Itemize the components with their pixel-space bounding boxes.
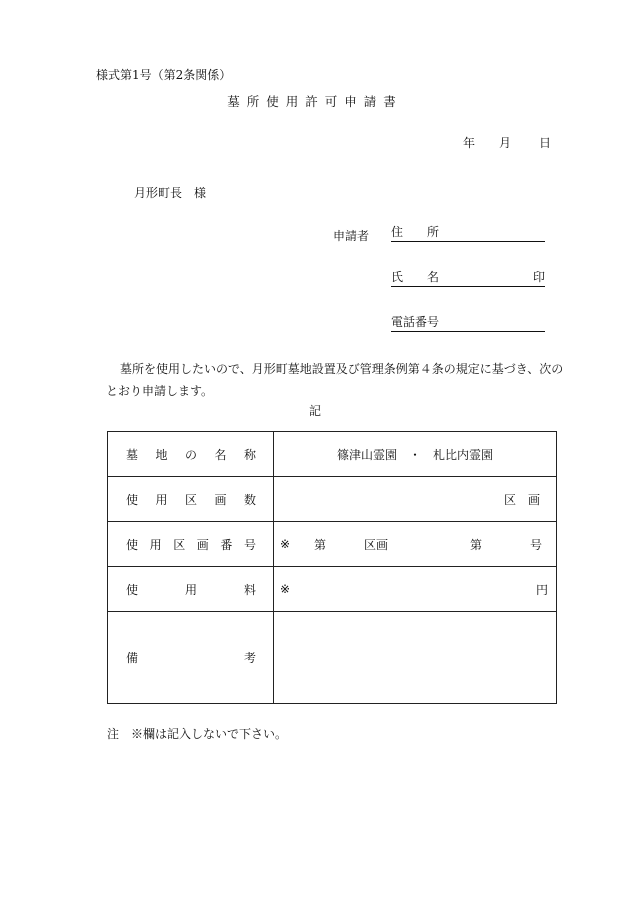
document-title: 墓所使用許可申請書 xyxy=(227,94,403,109)
cemetery-name-header: 墓 地 の 名 称 xyxy=(108,432,274,477)
address-field[interactable] xyxy=(391,224,545,242)
plot-count-value[interactable]: 区 画 xyxy=(274,477,557,522)
plot-number-value[interactable]: ※ 第 区画 第 号 xyxy=(274,522,557,567)
plot-count-header: 使 用 区 画 数 xyxy=(108,477,274,522)
applicant-label: 申請者 xyxy=(333,229,370,243)
date-day: 日 xyxy=(539,136,552,150)
table-row xyxy=(108,612,557,704)
footnote: 注 ※欄は記入しないで下さい。 xyxy=(107,727,288,741)
remarks-header: 備 考 xyxy=(108,612,274,704)
ki-heading: 記 xyxy=(308,404,321,418)
remarks-value[interactable] xyxy=(274,612,557,704)
application-table xyxy=(107,431,557,704)
phone-label: 電話番号 xyxy=(391,315,440,329)
name-label: 氏 名 xyxy=(391,270,440,284)
office-use-mark: ※ xyxy=(280,582,291,596)
usage-fee-value[interactable]: ※ 円 xyxy=(274,567,557,612)
form-number: 様式第1号（第2条関係） xyxy=(96,68,232,82)
table-row xyxy=(108,432,557,477)
usage-fee-header: 使 用 料 xyxy=(108,567,274,612)
address-label: 住 所 xyxy=(391,225,440,239)
office-use-mark: ※ xyxy=(280,537,291,551)
addressee: 月形町長 様 xyxy=(134,186,207,200)
phone-field[interactable] xyxy=(391,314,545,332)
application-statement: 墓所を使用したいので、月形町墓地設置及び管理条例第４条の規定に基づき、次のとおり申請します。 xyxy=(106,362,564,398)
cemetery-name-value[interactable]: 篠津山霊園 ・ 札比内霊園 xyxy=(274,432,557,477)
table-row xyxy=(108,522,557,567)
date-line xyxy=(463,134,551,151)
seal-mark: 印 xyxy=(532,270,545,284)
date-month: 月 xyxy=(499,136,512,150)
table-row xyxy=(108,477,557,522)
plot-number-header: 使 用 区 画 番 号 xyxy=(108,522,274,567)
date-year: 年 xyxy=(463,136,476,150)
table-row xyxy=(108,567,557,612)
name-field[interactable] xyxy=(391,269,545,287)
